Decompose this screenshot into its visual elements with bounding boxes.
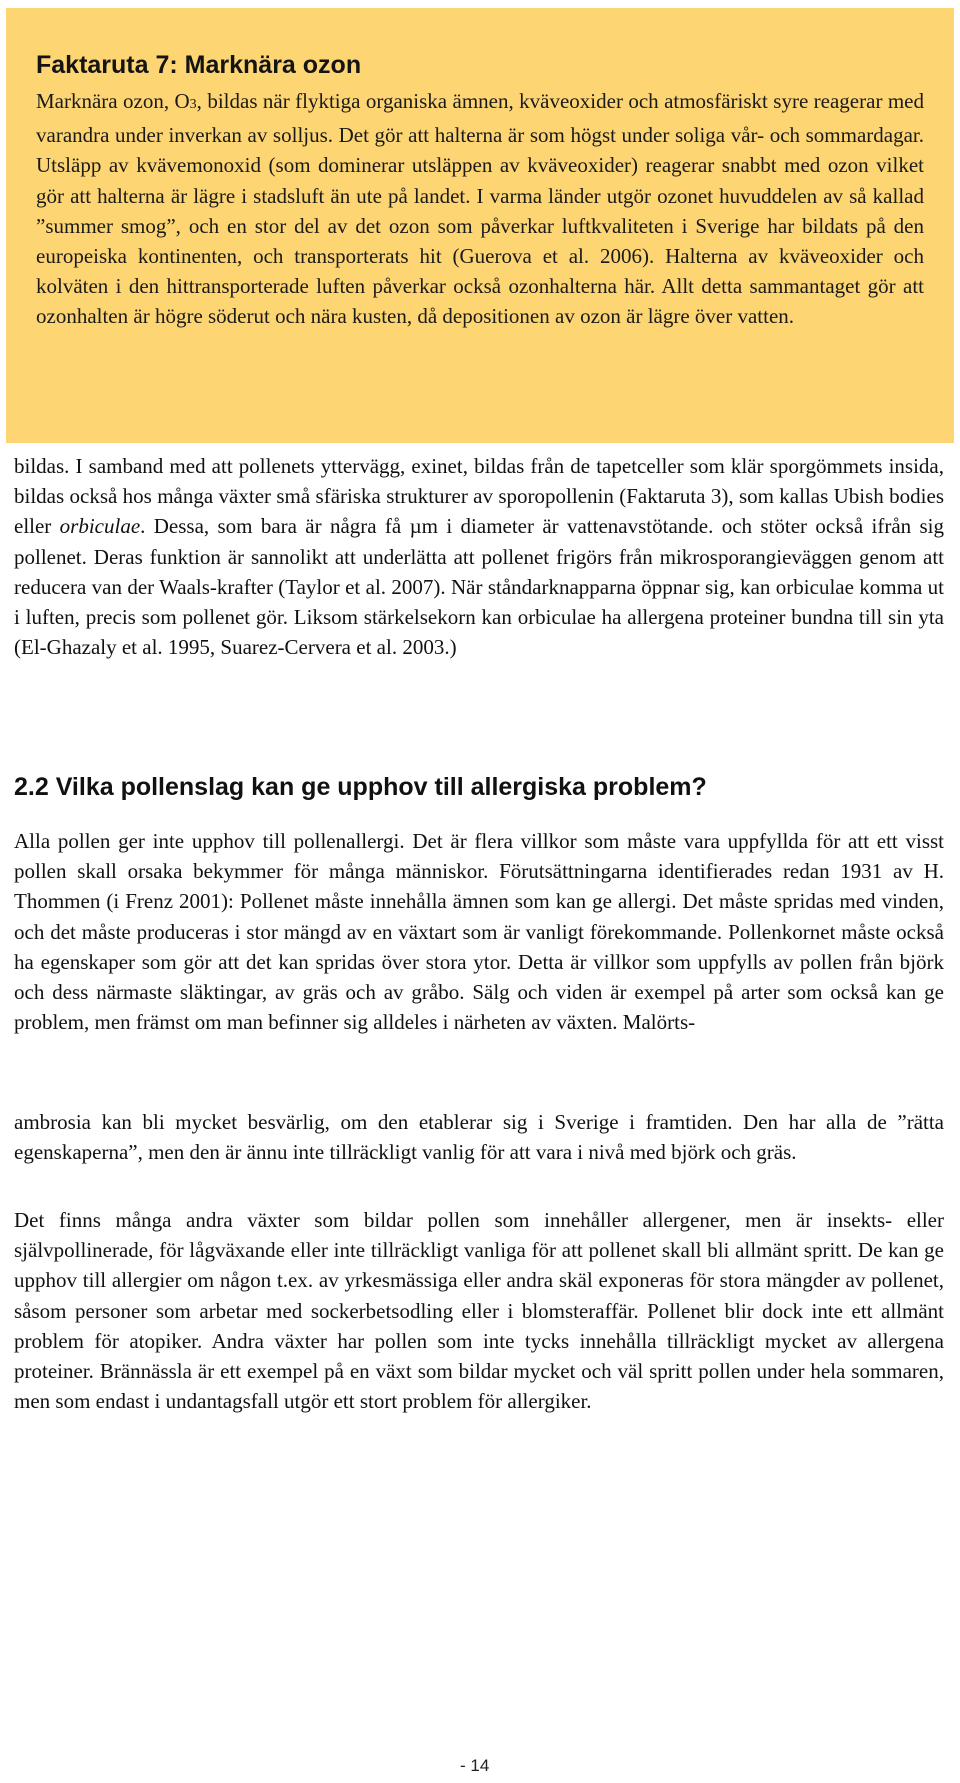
factbox-ozone bbox=[6, 8, 954, 443]
factbox-text-start: Marknära ozon, O bbox=[36, 89, 190, 113]
paragraph-bildas-rest: . Dessa, som bara är några få µm i diameter är vattenavstötande. och stöter också ifrån sig pollenet. Deras funktion är sannolikt att underlätta att pollenet frigörs från mikrosporangieväggen genom att reducera van der Waals-krafter (Taylor et al. 2007). När ståndarknapparna öppnar sig, kan orbiculae komma ut i luften, precis som pollenet gör. Liksom stärkelsekorn kan orbiculae ha allergena proteiner bundna till sin yta (El-Ghazaly et al. 1995, Suarez-Cervera et al. 2003.) bbox=[14, 514, 944, 660]
section-heading: 2.2 Vilka pollenslag kan ge upphov till allergiska problem? bbox=[14, 773, 707, 801]
paragraph-alla: Alla pollen ger inte upphov till pollenallergi. Det är flera villkor som måste vara uppfyllda för att ett visst pollen skall orsaka bekymmer för många människor. Förutsättningarna identifierades redan 1931 av H. Thommen (i Frenz 2001): Pollenet måste innehålla ämnen som kan ge allergi. Det måste spridas med vinden, och det måste produceras i stor mängd av en växtart som är vanligt förekommande. Pollenkornet måste också ha egenskaper som gör att det kan spridas över stora ytor. Detta är villkor som uppfylls av pollen från björk och dess närmaste släktingar, av gräs och av gråbo. Sälg och viden är exempel på arter som också kan ge problem, men främst om man befinner sig alldeles i närheten av växten. Malörts- bbox=[14, 829, 944, 1035]
paragraph-bildas-start: bildas. I samband med att pollenets yttervägg, exinet, bildas från de tapetceller som klär sporgömmets insida, bildas också hos många växter små sfäriska strukturer av sporopollenin (Faktaruta 3), som kallas Ubish bodies eller bbox=[14, 454, 944, 539]
paragraph-ambrosia: ambrosia kan bli mycket besvärlig, om den etablerar sig i Sverige i framtiden. Den har alla de ”rätta egenskaperna”, men den är ännu inte tillräckligt vanlig för att vara i nivå med björk och gräs. bbox=[14, 1110, 944, 1165]
factbox-text-rest: , bildas när flyktiga organiska ämnen, kväveoxider och atmosfäriskt syre reagerar med varandra under inverkan av solljus. Det gör att halterna är som högst under soliga vår- och sommardagar. Utsläpp av kvävemonoxid (som dominerar utsläppen av kväveoxider) reagerar snabbt med ozon vilket gör att halterna är lägre i stadsluft än ute på landet. I varma länder utgör ozonet huvuddelen av så kallad ”summer smog”, och en stor del av det ozon som påverkar luftkvaliteten i Sverige har bildats på den europeiska kontinenten, och transporterats hit (Guerova et al. 2006). Halterna av kväveoxider och kolväten i den hittransporterade luften påverkar också ozonhalterna här. Allt detta sammantaget gör att ozonhalten är högre söderut och nära kusten, då depositionen av ozon är lägre över vatten. bbox=[36, 89, 924, 329]
page-number: - 14 bbox=[460, 1756, 490, 1775]
paragraph-bildas bbox=[14, 451, 944, 662]
orbiculae-term: orbiculae bbox=[59, 514, 141, 539]
paragraph-andra: Det finns många andra växter som bildar pollen som innehåller allergener, men är insekts- eller självpollinerade, för lågväxande eller inte tillräckligt vanliga för att pollenet skall bli allmänt spritt. De kan ge upphov till allergier om någon t.ex. av yrkesmässiga eller andra skäl exponeras för stora mängder av pollenet, såsom personer som arbetar med sockerbetsodling eller i blomsteraffär. Pollenet blir dock inte ett allmänt problem för atopiker. Andra växter har pollen som inte tycks innehålla tillräckligt mycket av allergena proteiner. Brännässla är ett exempel på en växt som bildar mycket och väl spritt pollen under hela sommaren, men som endast i undantagsfall utgör ett stort problem för allergiker. bbox=[14, 1208, 944, 1414]
factbox-text bbox=[36, 86, 924, 332]
ozone-subscript: 3 bbox=[189, 97, 197, 112]
factbox-title: Faktaruta 7: Marknära ozon bbox=[36, 51, 362, 79]
